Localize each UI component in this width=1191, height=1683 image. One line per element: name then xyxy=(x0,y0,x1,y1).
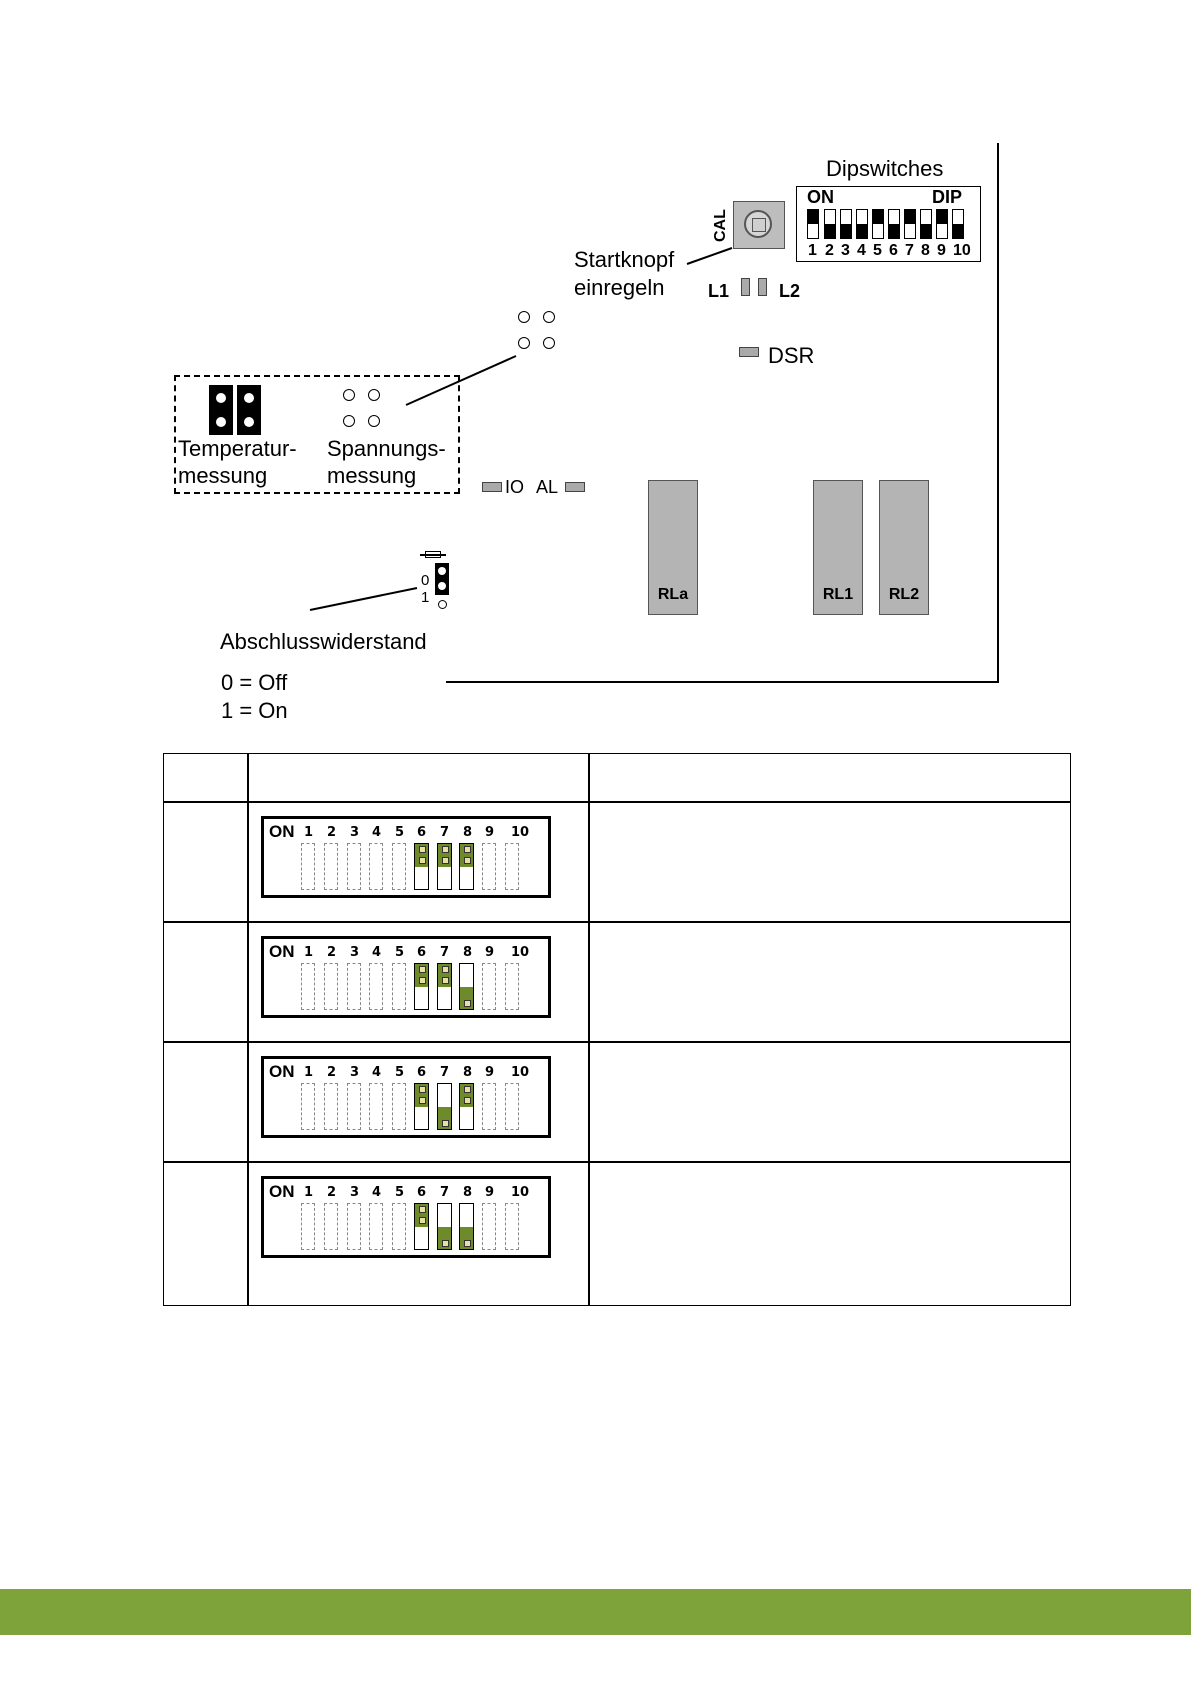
table-header-cell xyxy=(249,753,588,801)
off-legend: 0 = Off xyxy=(221,670,288,695)
dip-switch-knob xyxy=(460,987,473,1010)
dip-switch-number: 6 xyxy=(417,1065,427,1080)
dipswitch-setting-image xyxy=(261,936,551,1018)
dip-switch-number: 1 xyxy=(808,242,817,259)
dip-on-label: ON xyxy=(269,1182,295,1201)
dip-switch-knob xyxy=(415,844,428,867)
dip-switch-number: 8 xyxy=(463,945,473,960)
relay-label: RL1 xyxy=(822,586,854,603)
dip-switch-number: 4 xyxy=(372,1065,382,1080)
dip-switch-number: 5 xyxy=(873,242,882,259)
dip-switch-slot xyxy=(482,963,496,1010)
dip-switch-number: 5 xyxy=(395,825,405,840)
dip-switch-number: 6 xyxy=(417,1185,427,1200)
dip-switch-slot xyxy=(324,1083,338,1130)
relay-label: RL2 xyxy=(888,586,920,603)
dip-switch-knob xyxy=(415,1084,428,1107)
l1-label: L1 xyxy=(708,281,730,301)
dip-switch-slot xyxy=(301,1203,315,1250)
dip-switch-number: 5 xyxy=(395,1065,405,1080)
dip-switch-knob xyxy=(438,964,451,987)
dip-switch-number: 2 xyxy=(327,945,337,960)
dip-switch-number: 10 xyxy=(511,825,530,840)
dip-switch-number: 2 xyxy=(327,1185,337,1200)
dip-switch-number: 4 xyxy=(372,825,382,840)
dip-switch-slot xyxy=(482,1083,496,1130)
dip-switch-number: 2 xyxy=(825,242,834,259)
dip-switch-number: 10 xyxy=(511,1185,530,1200)
dip-switch-6 xyxy=(414,1083,429,1130)
al-label: AL xyxy=(536,477,559,497)
dip-switch-number: 5 xyxy=(395,945,405,960)
dip-switch-slot xyxy=(324,843,338,890)
dip-switch-slot xyxy=(482,843,496,890)
dip-switch-number: 6 xyxy=(417,825,427,840)
dip-switch-knob xyxy=(460,844,473,867)
dipswitches-title: Dipswitches xyxy=(826,156,944,181)
dip-switch-number: 3 xyxy=(350,1185,360,1200)
dip-switch-number: 10 xyxy=(511,945,530,960)
dip-switch-8 xyxy=(459,843,474,890)
temperatur-label: Temperatur- xyxy=(178,436,297,461)
abschlusswiderstand-label: Abschlusswiderstand xyxy=(220,629,427,654)
table-col-divider xyxy=(588,753,590,1306)
dip-switch-number: 2 xyxy=(327,1065,337,1080)
dip-switch-slot xyxy=(392,843,406,890)
dip-switch-6 xyxy=(414,843,429,890)
dip-switch-number: 4 xyxy=(372,945,382,960)
dip-switch-slot xyxy=(301,1083,315,1130)
dipswitch-setting-image xyxy=(261,1056,551,1138)
dip-switch-number: 10 xyxy=(511,1065,530,1080)
leader-lines xyxy=(0,0,1191,760)
dip-switch-knob xyxy=(415,1204,428,1227)
on-legend: 1 = On xyxy=(221,698,288,723)
dip-switch-number: 6 xyxy=(417,945,427,960)
relay-label: RLa xyxy=(657,586,689,603)
cal-label: CAL xyxy=(712,209,729,242)
table-row-divider xyxy=(163,1041,1071,1043)
dip-switch-number: 3 xyxy=(350,945,360,960)
dip-switch-number: 2 xyxy=(327,825,337,840)
dip-switch-slot xyxy=(392,1083,406,1130)
dip-switch-slot xyxy=(347,963,361,1010)
dip-switch-number: 8 xyxy=(463,825,473,840)
dip-switch-6 xyxy=(414,1203,429,1250)
dip-switch-slot xyxy=(505,843,519,890)
dip-switch-number: 8 xyxy=(463,1065,473,1080)
dip-switch-knob xyxy=(460,1227,473,1250)
dip-switch-slot xyxy=(369,963,383,1010)
dsr-label: DSR xyxy=(768,343,815,368)
table-row-divider xyxy=(163,921,1071,923)
dip-switch-number: 8 xyxy=(921,242,930,259)
table-header-cell xyxy=(163,753,247,801)
dip-switch-number: 4 xyxy=(372,1185,382,1200)
dip-switch-8 xyxy=(459,1083,474,1130)
table-row-divider xyxy=(163,801,1071,803)
dip-switch-slot xyxy=(482,1203,496,1250)
startknopf-label: Startknopf xyxy=(574,247,675,272)
dip-switch-knob xyxy=(438,1227,451,1250)
dip-dip-label: DIP xyxy=(932,187,963,207)
dip-switch-number: 10 xyxy=(953,242,971,259)
dip-switch-number: 9 xyxy=(485,825,495,840)
spannungs-messung-label: messung xyxy=(327,463,417,488)
startknopf-leader xyxy=(687,248,732,264)
dip-switch-number: 4 xyxy=(857,242,866,259)
dip-switch-7 xyxy=(437,843,452,890)
dip-switch-number: 7 xyxy=(440,825,450,840)
temperatur-messung-label: messung xyxy=(178,463,268,488)
dip-switch-slot xyxy=(505,963,519,1010)
jumper-0-label: 0 xyxy=(421,572,430,589)
dip-switch-slot xyxy=(347,843,361,890)
dip-on-label: ON xyxy=(269,822,295,841)
dip-switch-number: 7 xyxy=(905,242,914,259)
dip-switch-number: 1 xyxy=(304,1065,314,1080)
dip-switch-slot xyxy=(505,1203,519,1250)
io-label: IO xyxy=(505,477,525,497)
dip-switch-slot xyxy=(347,1203,361,1250)
dip-switch-slot xyxy=(324,1203,338,1250)
dip-switch-number: 9 xyxy=(485,1065,495,1080)
dip-switch-slot xyxy=(369,1203,383,1250)
dip-switch-7 xyxy=(437,1203,452,1250)
table-header-cell xyxy=(590,753,1070,801)
dip-switch-number: 7 xyxy=(440,1185,450,1200)
footer-bar xyxy=(0,1589,1191,1635)
dip-switch-number: 9 xyxy=(485,1185,495,1200)
dip-switch-knob xyxy=(415,964,428,987)
dip-switch-slot xyxy=(301,843,315,890)
dip-switch-8 xyxy=(459,963,474,1010)
dip-switch-number: 6 xyxy=(889,242,898,259)
dip-switch-number: 3 xyxy=(350,1065,360,1080)
l2-label: L2 xyxy=(779,281,801,301)
dipswitch-setting-image xyxy=(261,816,551,898)
dip-switch-slot xyxy=(505,1083,519,1130)
spannung-leader xyxy=(406,356,516,405)
dip-switch-6 xyxy=(414,963,429,1010)
dip-switch-number: 8 xyxy=(463,1185,473,1200)
dip-on-label: ON xyxy=(269,1062,295,1081)
dip-switch-number: 5 xyxy=(395,1185,405,1200)
einregeln-label: einregeln xyxy=(574,275,665,300)
dip-switch-slot xyxy=(347,1083,361,1130)
dip-on-label: ON xyxy=(269,942,295,961)
spannungs-label: Spannungs- xyxy=(327,436,446,461)
dip-switch-7 xyxy=(437,1083,452,1130)
abschluss-leader xyxy=(310,588,417,610)
dip-on-label: ON xyxy=(807,187,834,207)
table-row-divider xyxy=(163,1161,1071,1163)
dip-switch-number: 3 xyxy=(841,242,850,259)
dip-switch-number: 7 xyxy=(440,945,450,960)
dip-switch-slot xyxy=(301,963,315,1010)
dip-switch-slot xyxy=(392,1203,406,1250)
dip-switch-knob xyxy=(438,1107,451,1130)
dip-switch-knob xyxy=(438,844,451,867)
dip-switch-number: 1 xyxy=(304,945,314,960)
dip-switch-slot xyxy=(369,843,383,890)
dip-switch-knob xyxy=(460,1084,473,1107)
dip-switch-slot xyxy=(369,1083,383,1130)
table-col-divider xyxy=(247,753,249,1306)
dip-switch-number: 7 xyxy=(440,1065,450,1080)
jumper-1-label: 1 xyxy=(421,589,430,606)
dip-switch-7 xyxy=(437,963,452,1010)
dipswitch-setting-image xyxy=(261,1176,551,1258)
dip-switch-8 xyxy=(459,1203,474,1250)
dip-switch-number: 9 xyxy=(937,242,946,259)
dip-switch-number: 1 xyxy=(304,825,314,840)
dip-switch-number: 1 xyxy=(304,1185,314,1200)
dip-switch-slot xyxy=(324,963,338,1010)
dip-switch-number: 3 xyxy=(350,825,360,840)
dip-switch-number: 9 xyxy=(485,945,495,960)
dip-switch-slot xyxy=(392,963,406,1010)
